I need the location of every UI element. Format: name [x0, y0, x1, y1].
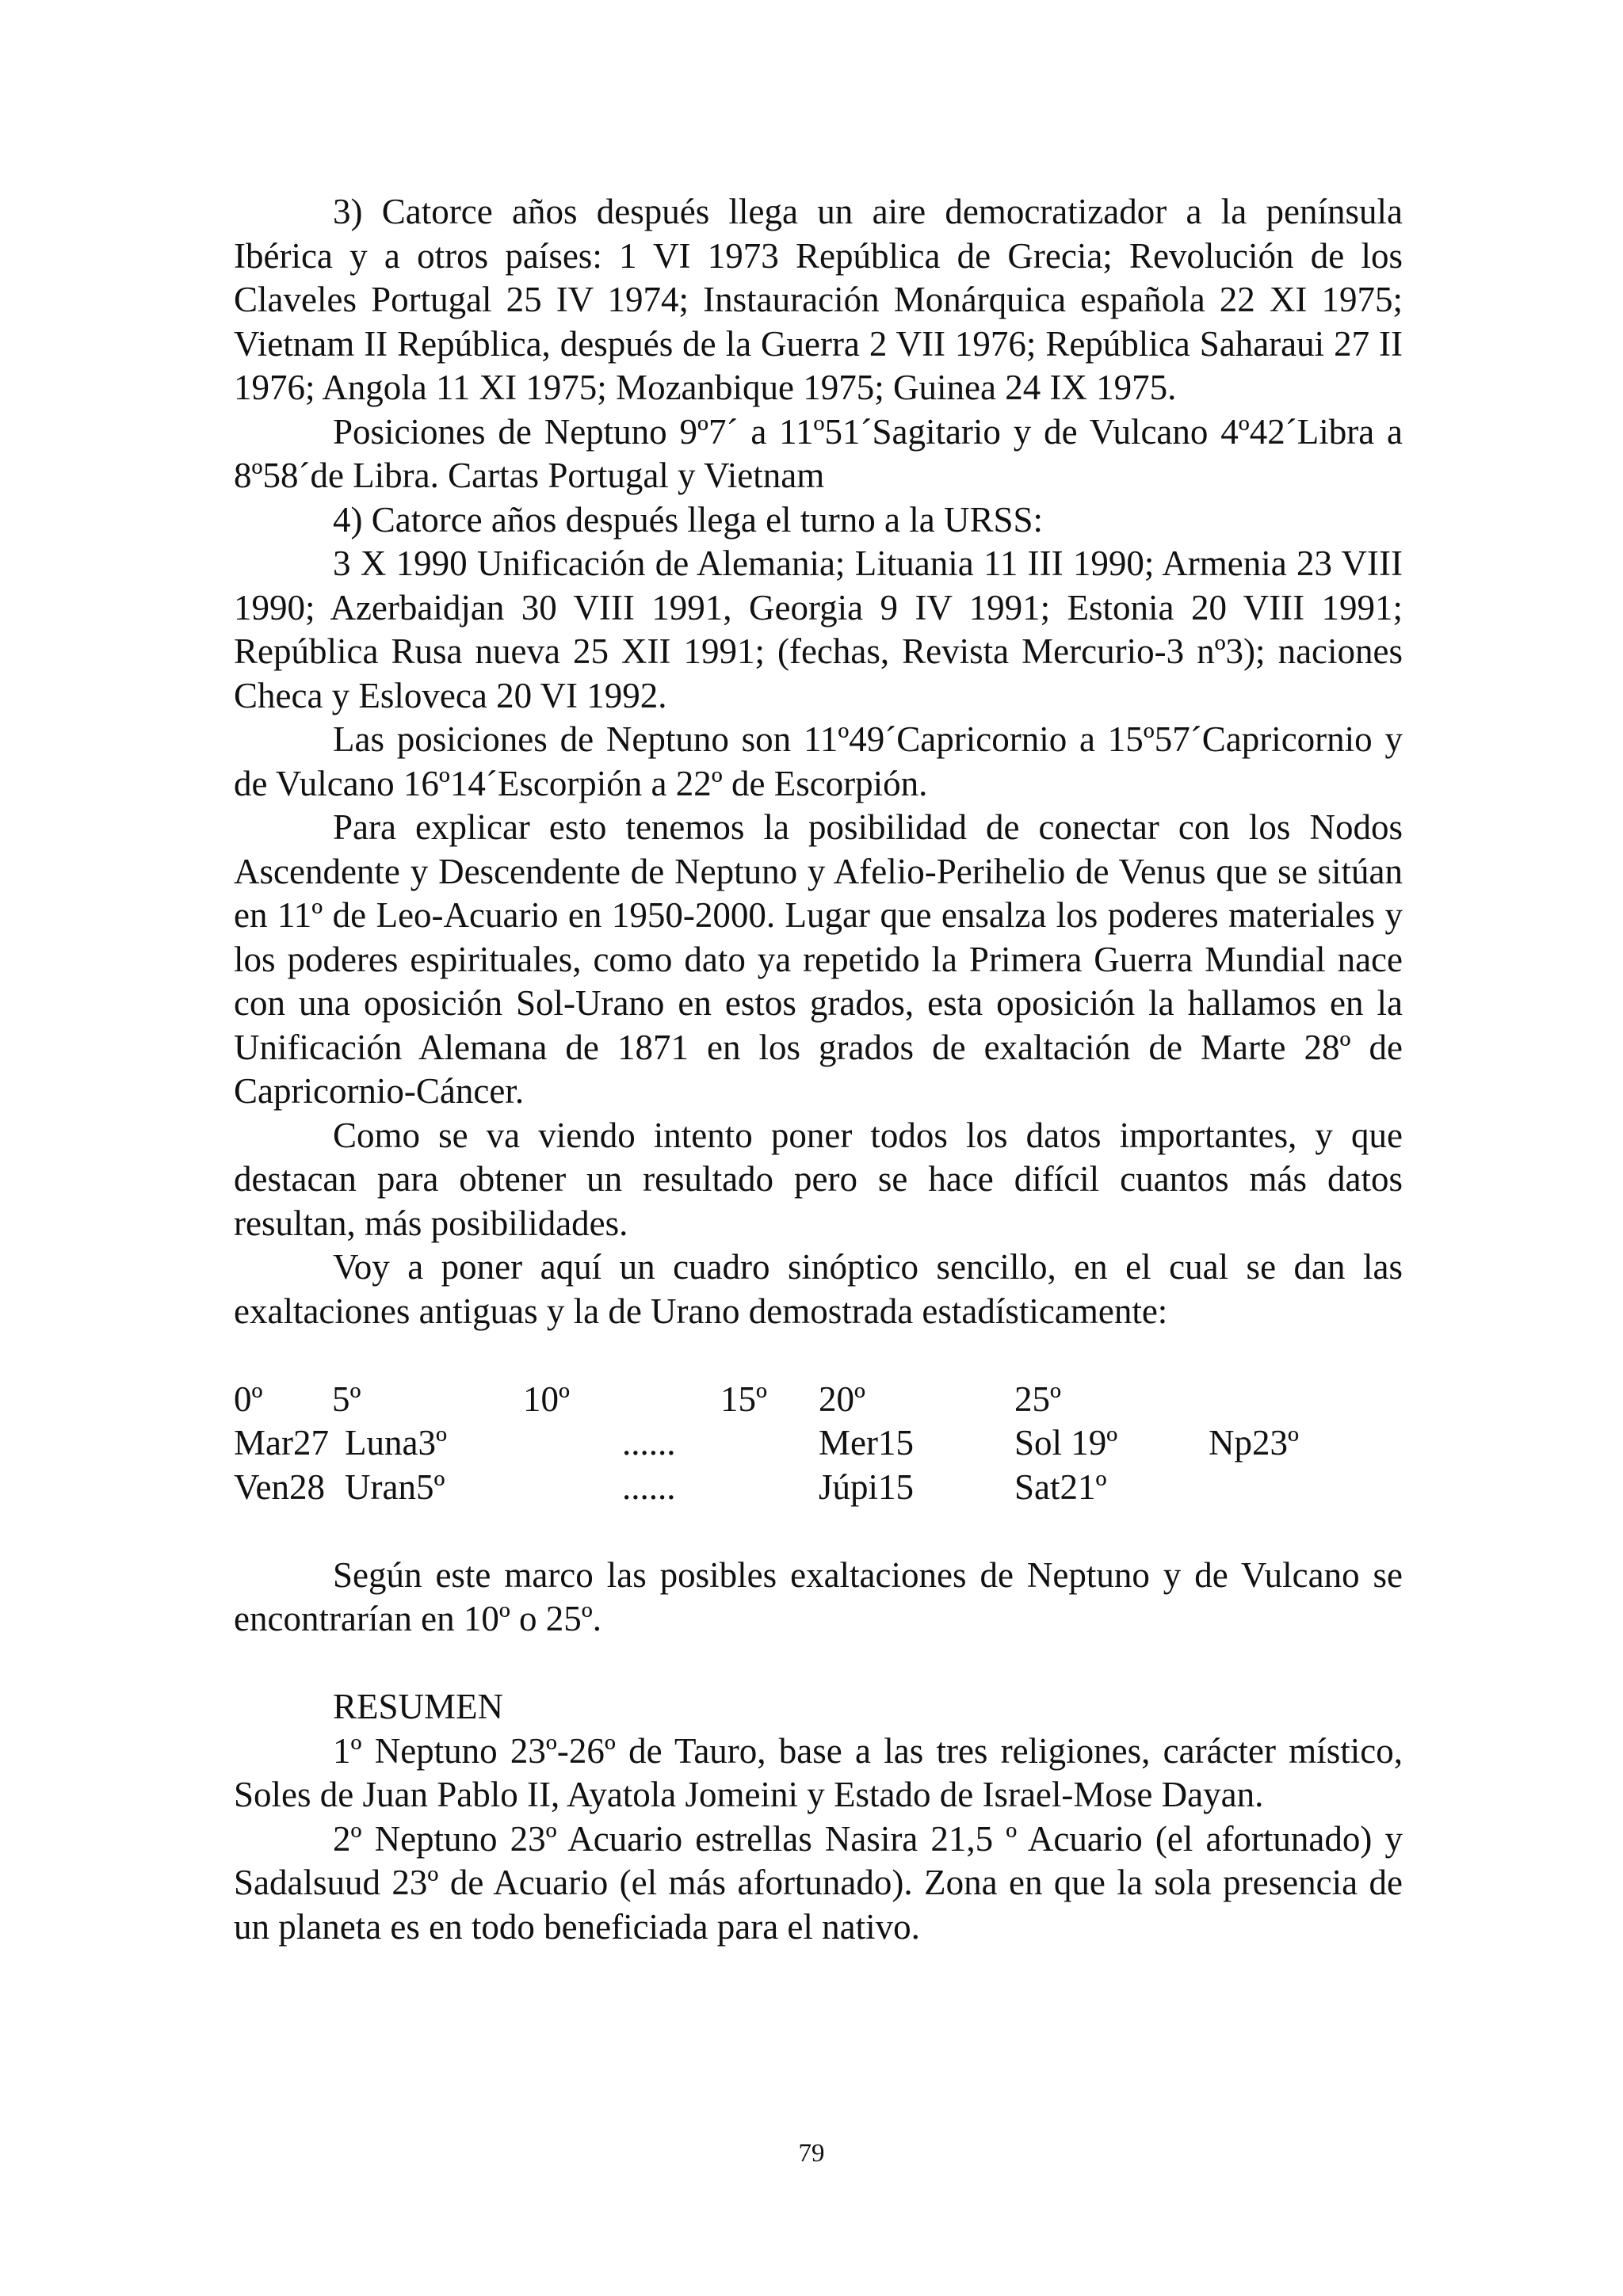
paragraph: Según este marco las posibles exaltaciones de Neptuno y de Vulcano se encontrarían en 10º o 25º. [234, 1554, 1403, 1638]
synoptic-cell: Sat21º [1014, 1466, 1107, 1507]
spacer [234, 1509, 1403, 1554]
synoptic-cell: ...... [622, 1423, 676, 1463]
synoptic-header-cell: 25º [1014, 1379, 1061, 1419]
paragraph: 4) Catorce años después llega el turno a la URSS: [333, 499, 1044, 540]
page-number: 79 [798, 2139, 825, 2168]
synoptic-cell: Júpi15 [819, 1466, 915, 1507]
synoptic-header-row [234, 1378, 1403, 1422]
spacer [234, 1333, 1403, 1378]
synoptic-cell: Np23º [1209, 1423, 1299, 1463]
synoptic-cell: Mar27 [234, 1423, 329, 1463]
paragraph: Posiciones de Neptuno 9º7´ a 11º51´Sagitario y de Vulcano 4º42´Libra a 8º58´de Libra. Cartas Portugal y Vietnam [234, 411, 1403, 495]
paragraph: Las posiciones de Neptuno son 11º49´Capricornio a 15º57´Capricornio y de Vulcano 16º14´Escorpión a 22º de Escorpión. [234, 719, 1403, 803]
resumen-item: 2º Neptuno 23º Acuario estrellas Nasira 21,5 º Acuario (el afortunado) y Sadalsuud 23º de Acuario (el más afortunado). Zona en que la sola presencia de un planeta es en todo beneficiada para el nativo. [234, 1818, 1403, 1947]
paragraph: Para explicar esto tenemos la posibilidad de conectar con los Nodos Ascendente y Descendente de Neptuno y Afelio-Perihelio de Venus que se sitúan en 11º de Leo-Acuario en 1950-2000. Lugar que ensalza los poderes materiales y los poderes espirituales, como dato ya repetido la Primera Guerra Mundial nace con una oposición Sol-Urano en estos grados, esta oposición la hallamos en la Unificación Alemana de 1871 en los grados de exaltación de Marte 28º de Capricornio-Cáncer. [234, 807, 1403, 1111]
synoptic-row [234, 1421, 1403, 1466]
resumen-heading: RESUMEN [333, 1687, 504, 1726]
synoptic-cell: ...... [622, 1466, 676, 1507]
synoptic-header-cell: 0º [234, 1379, 263, 1419]
synoptic-table [234, 1378, 1403, 1510]
resumen-item: 1º Neptuno 23º-26º de Tauro, base a las tres religiones, carácter místico, Soles de Juan Pablo II, Ayatola Jomeini y Estado de Israel-Mose Dayan. [234, 1730, 1403, 1814]
synoptic-cell: Sol 19º [1014, 1423, 1118, 1463]
paragraph: 3 X 1990 Unificación de Alemania; Lituania 11 III 1990; Armenia 23 VIII 1990; Azerbaidjan 30 VIII 1991, Georgia 9 IV 1991; Estonia 20 VIII 1991; República Rusa nueva 25 XII 1991; (fechas, Revista Mercurio-3 nº3); naciones Checa y Esloveca 20 VI 1992. [234, 543, 1403, 715]
paragraph: Como se va viendo intento poner todos los datos importantes, y que destacan para obtener un resultado pero se hace difícil cuantos más datos resultan, más posibilidades. [234, 1115, 1403, 1243]
synoptic-header-cell: 10º [523, 1379, 570, 1419]
synoptic-row [234, 1466, 1403, 1510]
synoptic-cell: Uran5º [345, 1466, 445, 1507]
paragraph: 3) Catorce años después llega un aire democratizador a la península Ibérica y a otros países: 1 VI 1973 República de Grecia; Revolución de los Claveles Portugal 25 IV 1974; Instauración Monárquica española 22 XI 1975; Vietnam II República, después de la Guerra 2 VII 1976; República Saharaui 27 II 1976; Angola 11 XI 1975; Mozanbique 1975; Guinea 24 IX 1975. [234, 192, 1403, 407]
synoptic-header-cell: 20º [819, 1379, 865, 1419]
synoptic-cell: Luna3º [345, 1423, 447, 1463]
spacer [234, 1642, 1403, 1686]
page-body [234, 190, 1403, 1949]
synoptic-cell: Mer15 [819, 1423, 914, 1463]
synoptic-cell: Ven28 [234, 1466, 325, 1507]
synoptic-header-cell: 15º [720, 1379, 767, 1419]
synoptic-header-cell: 5º [332, 1379, 361, 1419]
paragraph: Voy a poner aquí un cuadro sinóptico sencillo, en el cual se dan las exaltaciones antiguas y la de Urano demostrada estadísticamente: [234, 1247, 1403, 1331]
